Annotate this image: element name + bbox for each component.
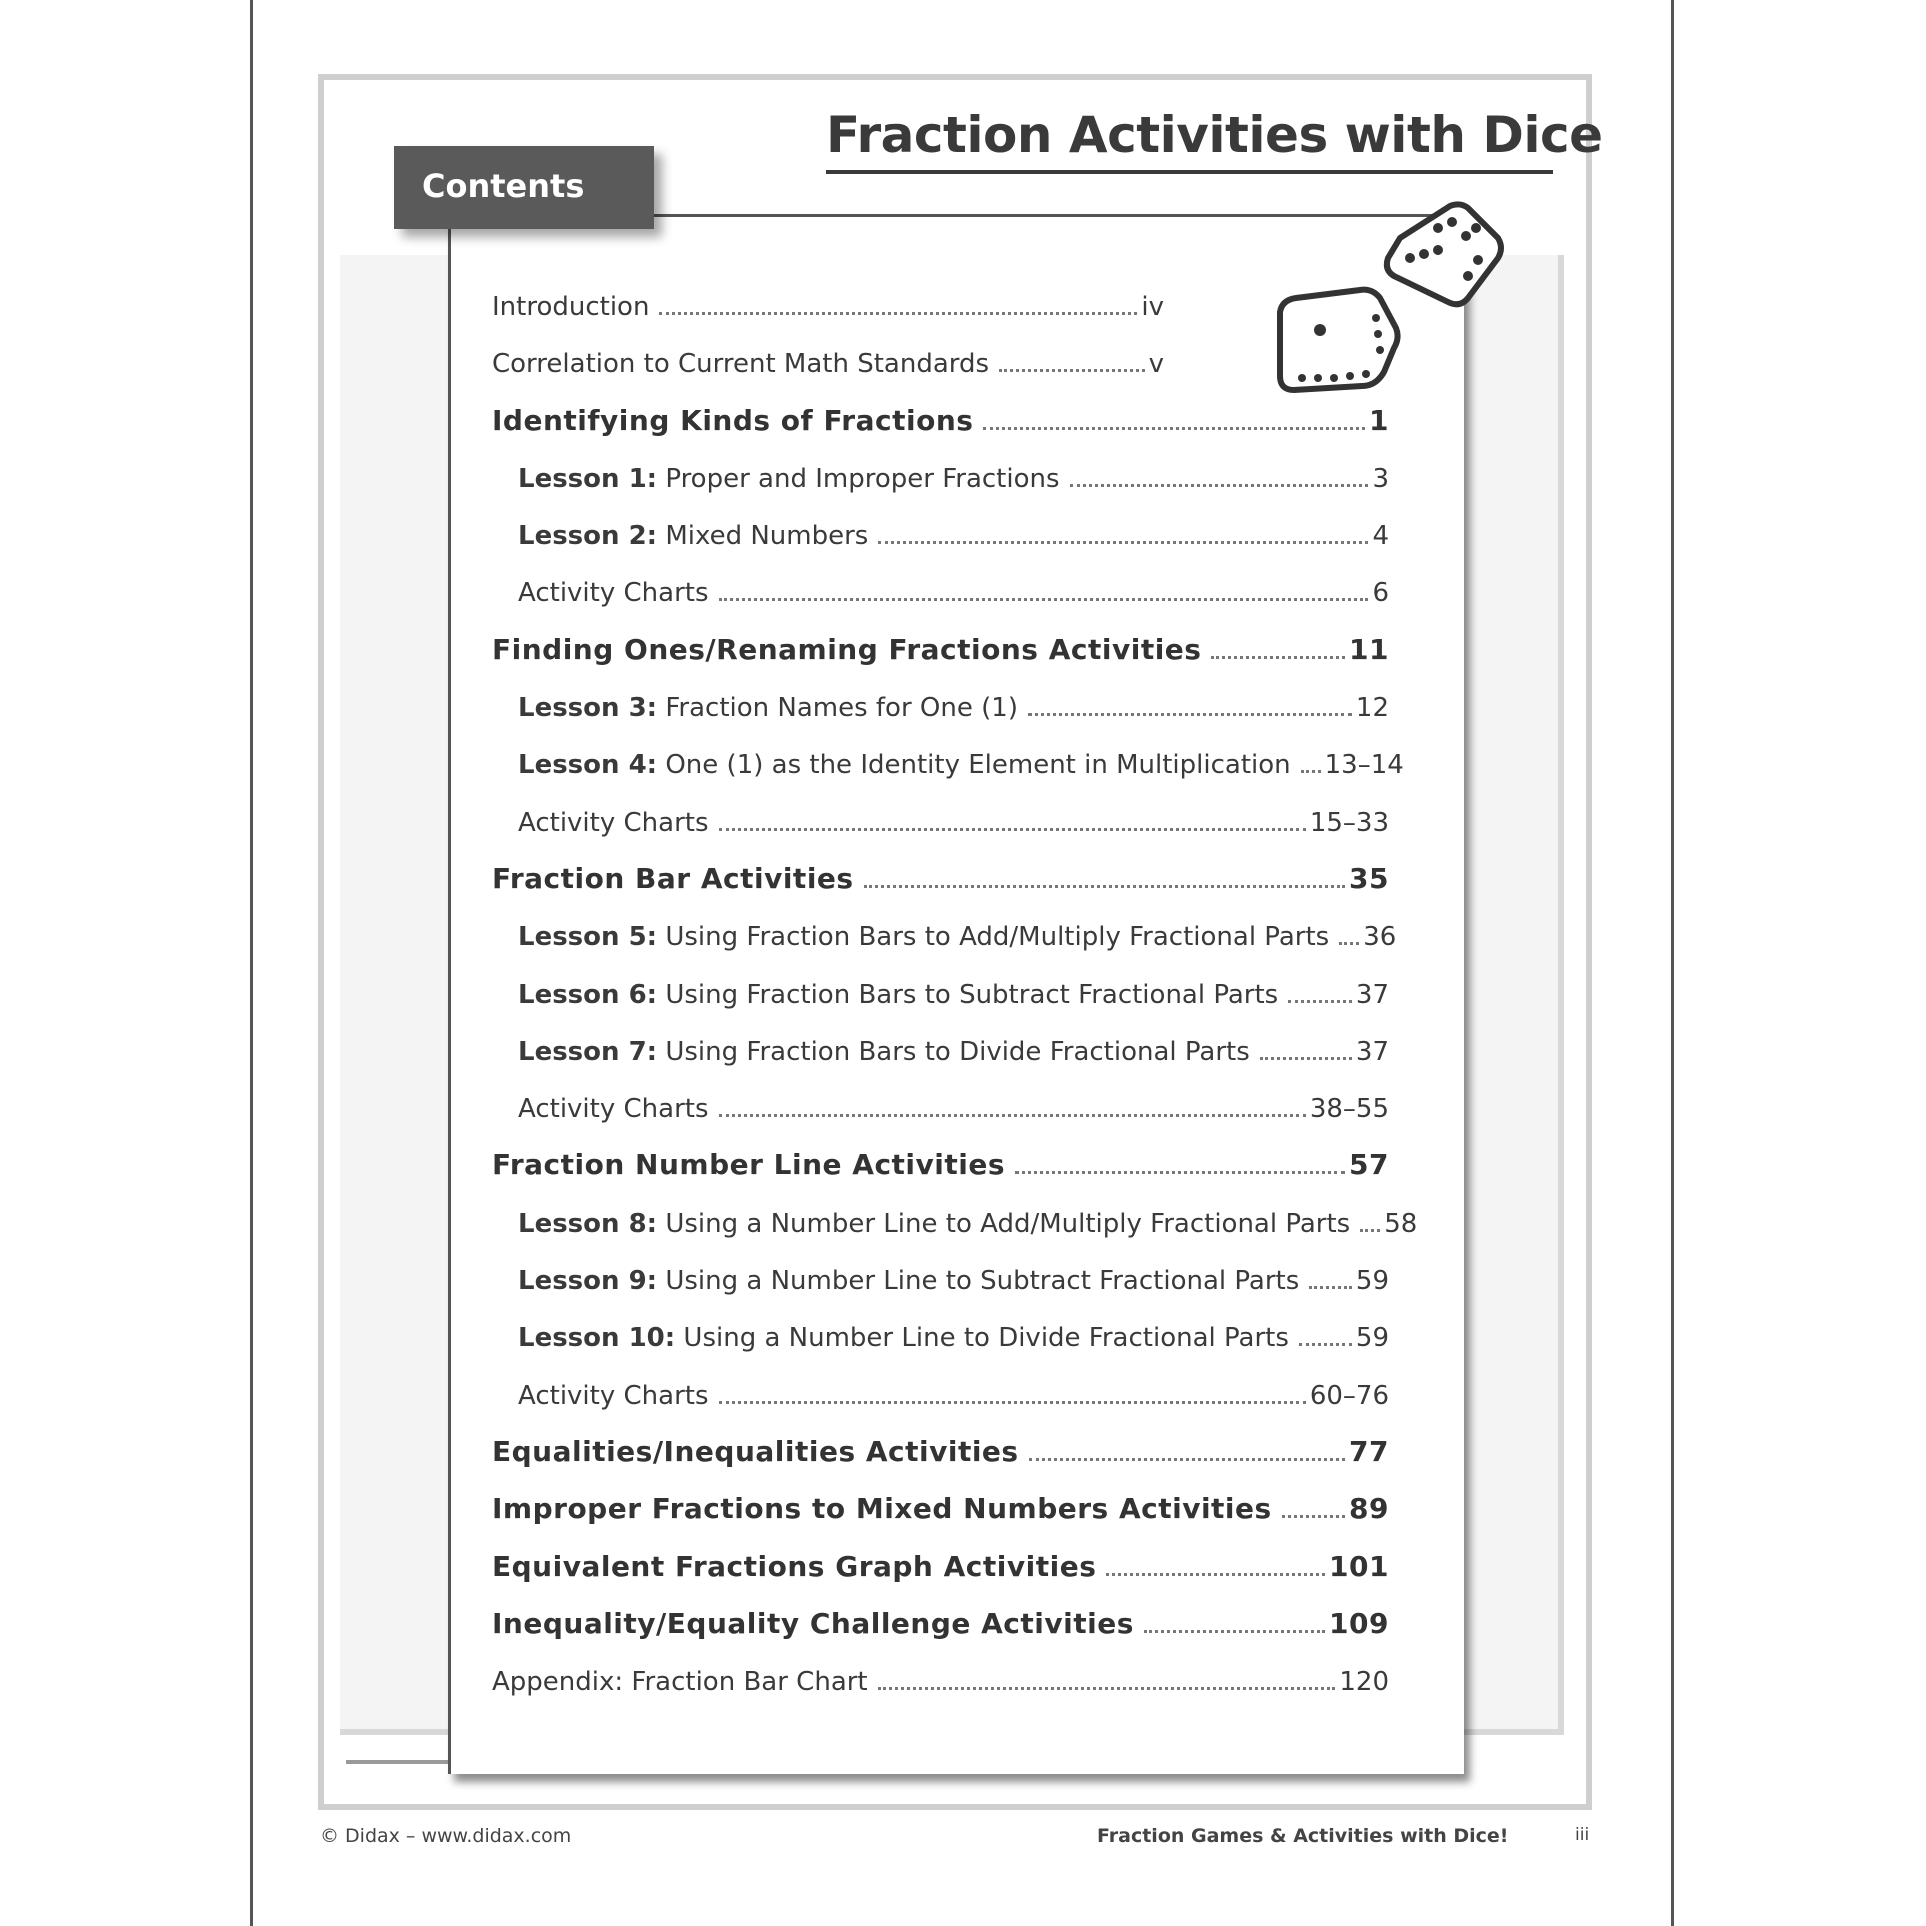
toc-lesson-number: Lesson 10: <box>518 1323 676 1354</box>
toc-entry <box>492 1543 1389 1600</box>
toc-lesson-number: Lesson 3: <box>518 693 658 724</box>
toc-lesson-number: Lesson 9: <box>518 1266 658 1297</box>
toc-entry-label: Equalities/Inequalities Activities <box>492 1434 1019 1468</box>
toc-leader-dots <box>1260 1027 1352 1060</box>
toc-entry <box>492 454 1389 511</box>
toc-entry <box>492 1313 1389 1370</box>
toc-leader-dots <box>1029 1428 1345 1461</box>
toc-leader-dots <box>1309 1256 1352 1289</box>
toc-lesson-number: Lesson 2: <box>518 521 658 552</box>
toc-leader-dots <box>659 282 1137 315</box>
toc-entry <box>492 1027 1389 1084</box>
toc-entry-label: Equivalent Fractions Graph Activities <box>492 1549 1097 1583</box>
page-title: Fraction Activities with Dice <box>826 100 1553 174</box>
toc-page-number: 4 <box>1372 521 1389 552</box>
toc-entry <box>492 282 1164 339</box>
toc-leader-dots <box>1282 1485 1345 1518</box>
footer-page-number: iii <box>1575 1825 1590 1845</box>
toc-page-number: iv <box>1141 292 1164 322</box>
toc-entry <box>492 397 1389 454</box>
toc-leader-dots <box>1015 1141 1345 1174</box>
toc-entry-label: Using Fraction Bars to Subtract Fractional Parts <box>665 979 1279 1010</box>
toc-entry <box>492 339 1164 396</box>
contents-tab: Contents <box>394 146 654 229</box>
toc-page-number: 6 <box>1372 578 1389 609</box>
toc-entry <box>492 740 1404 797</box>
toc-leader-dots <box>1070 454 1369 487</box>
toc-lesson-number: Lesson 6: <box>518 979 658 1010</box>
toc-page-number: 12 <box>1355 693 1389 724</box>
toc-lesson-number: Lesson 8: <box>518 1208 658 1239</box>
toc-entry <box>492 1600 1389 1657</box>
toc-page-number: v <box>1148 349 1164 380</box>
toc-entry-label: Using a Number Line to Subtract Fractional Parts <box>665 1266 1300 1297</box>
toc-page-number: 15–33 <box>1309 807 1389 838</box>
toc-leader-dots <box>999 339 1145 372</box>
toc-entry <box>492 1485 1389 1542</box>
toc-page-number: 120 <box>1339 1667 1389 1698</box>
toc-entry-label: Correlation to Current Math Standards <box>492 349 990 380</box>
toc-leader-dots <box>878 1657 1336 1690</box>
toc-leader-dots <box>1299 1313 1352 1346</box>
toc-page-number: 13–14 <box>1324 750 1404 781</box>
toc-leader-dots <box>983 397 1365 430</box>
toc-page-number: 59 <box>1355 1266 1389 1297</box>
toc-leader-dots <box>719 1084 1306 1117</box>
toc-entry-label: Using a Number Line to Divide Fractional Parts <box>683 1323 1289 1354</box>
toc-entry <box>492 1371 1389 1428</box>
toc-entry <box>492 1199 1418 1256</box>
toc-lesson-number: Lesson 7: <box>518 1036 658 1067</box>
toc-entry-label: Inequality/Equality Challenge Activities <box>492 1606 1134 1640</box>
toc-entry-label: Mixed Numbers <box>665 521 869 552</box>
toc-leader-dots <box>1288 970 1352 1003</box>
toc-leader-dots <box>719 798 1306 831</box>
toc-entry-label: Activity Charts <box>518 807 709 838</box>
toc-entry-label: Using a Number Line to Add/Multiply Fractional Parts <box>665 1208 1351 1239</box>
toc-entry-label: Using Fraction Bars to Add/Multiply Fractional Parts <box>665 922 1330 953</box>
footer-book-title: Fraction Games & Activities with Dice! <box>1097 1825 1509 1847</box>
toc-leader-dots <box>1106 1543 1325 1576</box>
toc-entry-label: Finding Ones/Renaming Fractions Activities <box>492 632 1202 666</box>
toc-entry <box>492 683 1389 740</box>
toc-entry-label: One (1) as the Identity Element in Multiplication <box>665 750 1291 781</box>
toc-entry <box>492 798 1389 855</box>
toc-page-number: 101 <box>1329 1549 1389 1583</box>
toc-page-number: 11 <box>1349 632 1389 666</box>
toc-entry <box>492 1657 1389 1714</box>
toc-leader-dots <box>1211 626 1345 659</box>
toc-page-number: 38–55 <box>1309 1094 1389 1125</box>
toc-entry <box>492 511 1389 568</box>
toc-entry-label: Improper Fractions to Mixed Numbers Activities <box>492 1492 1272 1526</box>
toc-leader-dots <box>1339 912 1359 945</box>
toc-entry <box>492 912 1397 969</box>
toc-lesson-number: Lesson 1: <box>518 463 658 494</box>
toc-page-number: 35 <box>1349 861 1389 895</box>
toc-page-number: 89 <box>1349 1492 1389 1526</box>
toc-entry <box>492 1256 1389 1313</box>
toc-entry-label: Identifying Kinds of Fractions <box>492 403 974 437</box>
toc-leader-dots <box>864 855 1345 888</box>
toc-entry-label: Appendix: Fraction Bar Chart <box>492 1667 868 1698</box>
toc-entry <box>492 1428 1389 1485</box>
toc-entry-label: Fraction Number Line Activities <box>492 1148 1006 1182</box>
toc-page-number: 37 <box>1355 979 1389 1010</box>
toc-page-number: 37 <box>1355 1036 1389 1067</box>
toc-entry-label: Proper and Improper Fractions <box>665 463 1060 494</box>
toc-entry <box>492 568 1389 625</box>
toc-entry-label: Fraction Bar Activities <box>492 861 854 895</box>
toc-entry <box>492 1084 1389 1141</box>
toc-leader-dots <box>719 568 1369 601</box>
toc-leader-dots <box>1028 683 1352 716</box>
toc-leader-dots <box>719 1371 1306 1404</box>
toc-page-number: 57 <box>1349 1148 1389 1182</box>
toc-page-number: 58 <box>1384 1208 1418 1239</box>
toc-lesson-number: Lesson 4: <box>518 750 658 781</box>
toc-leader-dots <box>1360 1199 1380 1232</box>
toc-entry-label: Fraction Names for One (1) <box>665 693 1018 724</box>
toc-entry <box>492 626 1389 683</box>
toc-page-number: 36 <box>1363 922 1397 953</box>
toc-leader-dots <box>1301 740 1321 773</box>
toc-page-number: 60–76 <box>1309 1380 1389 1411</box>
toc-entry-label: Using Fraction Bars to Divide Fractional Parts <box>665 1036 1250 1067</box>
toc-entry-label: Activity Charts <box>518 1380 709 1411</box>
toc-page-number: 77 <box>1349 1434 1389 1468</box>
toc-leader-dots <box>878 511 1368 544</box>
toc-entry <box>492 855 1389 912</box>
toc-lesson-number: Lesson 5: <box>518 922 658 953</box>
toc-entry-label: Activity Charts <box>518 578 709 609</box>
footer-copyright: © Didax – www.didax.com <box>320 1825 572 1847</box>
toc-entry <box>492 1141 1389 1198</box>
toc-leader-dots <box>1144 1600 1325 1633</box>
toc-page-number: 1 <box>1369 403 1389 437</box>
toc-page-number: 3 <box>1372 463 1389 494</box>
toc-page-number: 109 <box>1329 1606 1389 1640</box>
toc-entry-label: Activity Charts <box>518 1094 709 1125</box>
toc-entry <box>492 970 1389 1027</box>
toc-page-number: 59 <box>1355 1323 1389 1354</box>
toc-entry-label: Introduction <box>492 292 650 322</box>
table-of-contents <box>492 282 1418 1714</box>
